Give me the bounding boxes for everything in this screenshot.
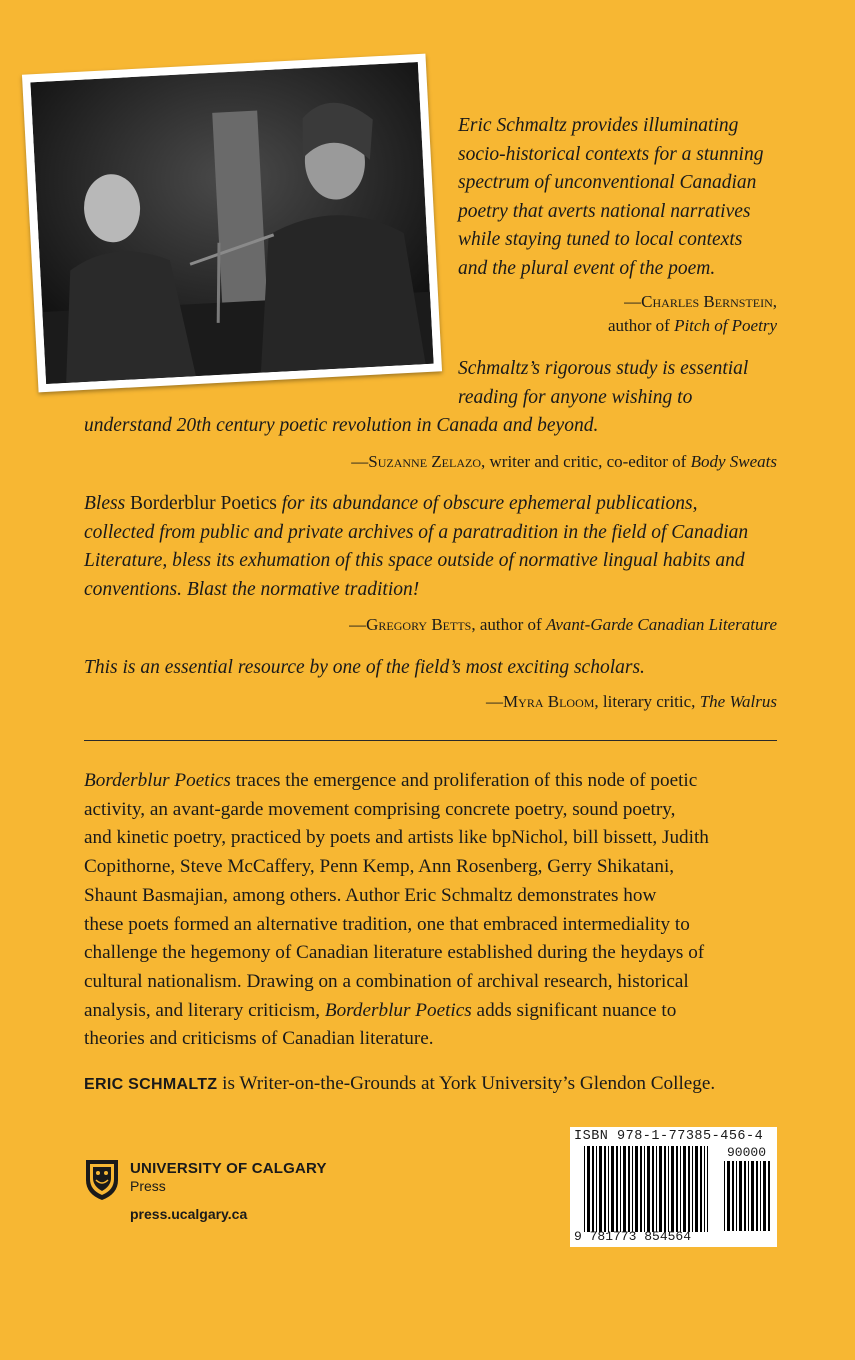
description-line: Borderblur Poetics traces the emergence and proliferation of this node of poetic [84, 770, 698, 791]
attribution-name: Charles Bernstein [641, 292, 773, 311]
barcode-bar [692, 1146, 693, 1232]
barcode-bar [732, 1161, 734, 1231]
barcode-bar [736, 1161, 737, 1231]
blurb-line: understand 20th century poetic revolution in Canada and beyond. [84, 415, 599, 436]
barcode-bar [688, 1146, 690, 1232]
barcode-bar [604, 1146, 606, 1232]
publisher-url[interactable]: press.ucalgary.ca [130, 1206, 248, 1222]
barcode-bar [751, 1161, 754, 1231]
description-line: Copithorne, Steve McCaffery, Penn Kemp, Ann Rosenberg, Gerry Shikatani, [84, 856, 675, 878]
barcode-bar [592, 1146, 594, 1232]
attribution-1: —Charles Bernstein, author of Pitch of Poetry [607, 292, 777, 335]
barcode-bar [628, 1146, 630, 1232]
barcode-bar [668, 1146, 669, 1232]
barcode-bar [659, 1146, 662, 1232]
blurb-1 [458, 112, 798, 283]
attribution-3: —Gregory Betts, author of Avant-Garde Canadian Literature [349, 615, 777, 634]
barcode-bar [652, 1146, 654, 1232]
author-name: ERIC SCHMALTZ [84, 1076, 218, 1093]
blurb-line: conventions. Blast the normative tradition! [84, 578, 420, 600]
blurb-line: Schmaltz’s rigorous study is essential [458, 358, 749, 379]
barcode-bar [756, 1161, 758, 1231]
barcode-bar [704, 1146, 705, 1232]
blurb-line: poetry that averts national narratives [458, 200, 751, 222]
description-line: theories and criticisms of Canadian literature. [84, 1028, 434, 1050]
barcode-bar [616, 1146, 618, 1232]
blurb-line: collected from public and private archives of a paratradition in the field of Canadian [84, 521, 749, 543]
attribution-name: Suzanne Zelazo [368, 452, 482, 471]
description-line: Shaunt Basmajian, among others. Author Eric Schmaltz demonstrates how [84, 884, 657, 906]
blurb-line: and the plural event of the poem. [458, 257, 716, 279]
barcode-bar [680, 1146, 681, 1232]
price-code: 90000 [727, 1145, 767, 1160]
ean-digits: 9 781773 854564 [574, 1229, 692, 1244]
barcode-bar [599, 1146, 602, 1232]
attribution-work: The Walrus [699, 692, 777, 711]
description-line: activity, an avant-garde movement comprising concrete poetry, sound poetry, [84, 798, 676, 820]
addon-bars [724, 1161, 772, 1231]
isbn-barcode [570, 1127, 777, 1247]
photo-image [30, 62, 433, 384]
publisher-sub: Press [130, 1178, 166, 1194]
barcode-bar [640, 1146, 642, 1232]
barcode-bar [620, 1146, 621, 1232]
barcode-bar [700, 1146, 702, 1232]
blurb-2 [458, 355, 798, 412]
blurb-line: spectrum of unconventional Canadian [458, 172, 757, 193]
publisher-name: UNIVERSITY OF CALGARY [130, 1160, 327, 1177]
attribution-work: Body Sweats [690, 452, 777, 471]
barcode-bar [683, 1146, 686, 1232]
barcode-bar [611, 1146, 614, 1232]
barcode-bar [584, 1146, 585, 1232]
description-line: these poets formed an alternative tradition, one that embraced intermediality to [84, 913, 690, 935]
barcode-bar [632, 1146, 633, 1232]
barcode-bar [608, 1146, 609, 1232]
blurb-line: Bless Borderblur Poetics for its abundance of obscure ephemeral publications, [84, 493, 698, 514]
attribution-4: —Myra Bloom, literary critic, The Walrus [486, 692, 777, 711]
isbn-label: ISBN 978-1-77385-456-4 [574, 1129, 764, 1144]
barcode-bar [695, 1146, 698, 1232]
barcode-bar [644, 1146, 645, 1232]
university-crest-icon [84, 1158, 120, 1202]
barcode-bar [596, 1146, 597, 1232]
blurb-line: Literature, bless its exhumation of this space outside of normative lingual habits and [84, 550, 745, 571]
barcode-bar [739, 1161, 742, 1231]
barcode-bar [748, 1161, 749, 1231]
blurb-2-cont [84, 412, 804, 441]
attribution-name: Myra Bloom [503, 692, 595, 711]
barcode-bar [707, 1146, 708, 1232]
barcode-bar [656, 1146, 657, 1232]
blurb-line: Eric Schmaltz provides illuminating [458, 115, 739, 136]
divider [84, 740, 777, 741]
book-title: Borderblur Poetics [130, 493, 277, 514]
description-line: challenge the hegemony of Canadian literature established during the heydays of [84, 942, 705, 964]
barcode-bar [760, 1161, 761, 1231]
blurb-4 [84, 654, 804, 683]
author-photo [22, 54, 442, 393]
barcode-bar [664, 1146, 666, 1232]
barcode-bar [676, 1146, 678, 1232]
description-line: and kinetic poetry, practiced by poets and artists like bpNichol, bill bissett, Judith [84, 827, 709, 849]
book-title: Borderblur Poetics [84, 770, 231, 791]
book-title: Borderblur Poetics [324, 999, 472, 1021]
barcode-bar [635, 1146, 638, 1232]
barcode-bar [647, 1146, 650, 1232]
barcode-bar [671, 1146, 674, 1232]
barcode-bar [768, 1161, 770, 1231]
blurb-line: socio-historical contexts for a stunning [458, 143, 764, 165]
attribution-name: Gregory Betts [366, 615, 472, 634]
barcode-bar [587, 1146, 590, 1232]
description-line: cultural nationalism. Drawing on a combination of archival research, historical [84, 970, 689, 992]
book-description [84, 767, 784, 1054]
blurb-line: while staying tuned to local contexts [458, 229, 743, 250]
blurb-3 [84, 490, 804, 604]
author-bio: ERIC SCHMALTZ is Writer-on-the-Grounds at York University’s Glendon College. [84, 1073, 716, 1094]
barcode-bar [623, 1146, 626, 1232]
ean-bars [584, 1146, 708, 1232]
attribution-work: Avant-Garde Canadian Literature [545, 615, 777, 634]
attribution-work: Pitch of Poetry [674, 316, 777, 335]
attribution-2: —Suzanne Zelazo, writer and critic, co-editor of Body Sweats [351, 452, 777, 471]
barcode-bar [724, 1161, 725, 1231]
barcode-bar [727, 1161, 730, 1231]
barcode-bar [744, 1161, 746, 1231]
description-line: analysis, and literary criticism, Borderblur Poetics adds significant nuance to [84, 999, 677, 1021]
barcode-bar [763, 1161, 766, 1231]
blurb-line: reading for anyone wishing to [458, 386, 693, 408]
blurb-line: This is an essential resource by one of the field’s most exciting scholars. [84, 657, 645, 678]
